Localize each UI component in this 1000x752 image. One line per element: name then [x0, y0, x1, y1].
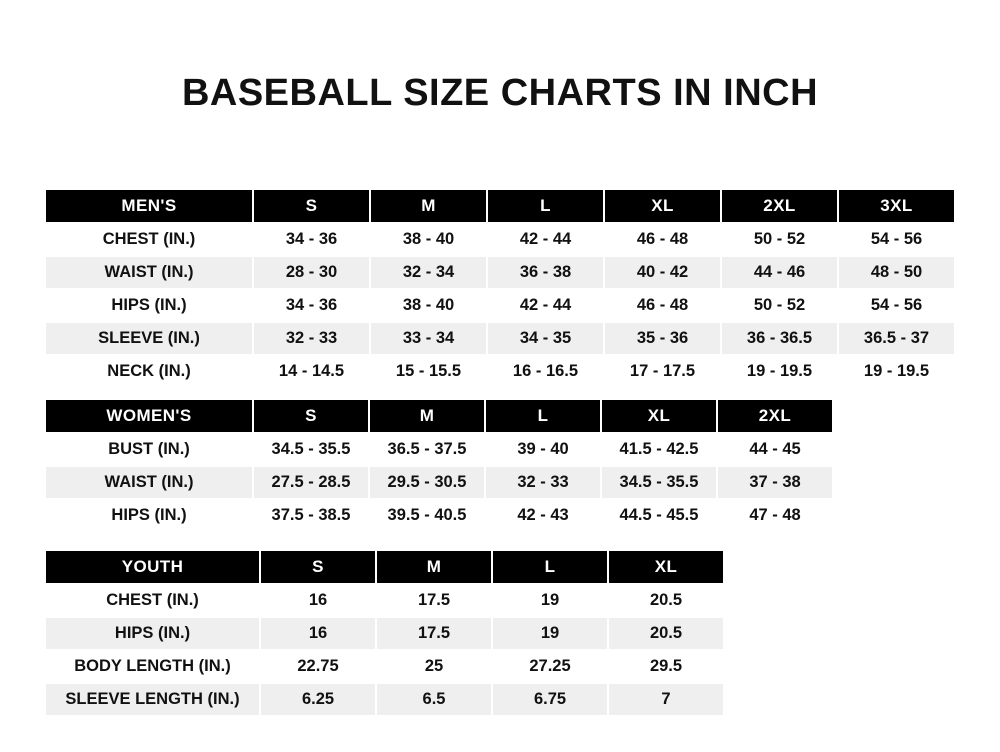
table-cell: 19 - 19.5 — [721, 355, 838, 388]
page-title: BASEBALL SIZE CHARTS IN INCH — [181, 72, 819, 114]
row-label: BUST (IN.) — [45, 433, 253, 466]
row-label: HIPS (IN.) — [45, 289, 253, 322]
table-cell: 34.5 - 35.5 — [253, 433, 369, 466]
table-cell: 36.5 - 37 — [838, 322, 955, 355]
table-cell: 50 - 52 — [721, 289, 838, 322]
table-cell: 44 - 46 — [721, 256, 838, 289]
table-cell: 27.5 - 28.5 — [253, 466, 369, 499]
table-cell: 50 - 52 — [721, 223, 838, 256]
column-header: M — [369, 399, 485, 433]
youth-table-header — [45, 550, 724, 584]
column-header: XL — [608, 550, 724, 584]
table-cell: 16 - 16.5 — [487, 355, 604, 388]
table-cell: 16 — [260, 584, 376, 617]
table-row — [45, 683, 724, 716]
column-header: M — [370, 189, 487, 223]
table-cell: 22.75 — [260, 650, 376, 683]
table-cell: 34 - 36 — [253, 289, 370, 322]
mens-size-table — [44, 188, 956, 389]
table-cell: 54 - 56 — [838, 289, 955, 322]
table-cell: 32 - 33 — [485, 466, 601, 499]
table-row — [45, 499, 833, 532]
table-cell: 16 — [260, 617, 376, 650]
column-header: L — [485, 399, 601, 433]
table-cell: 34.5 - 35.5 — [601, 466, 717, 499]
table-cell: 17 - 17.5 — [604, 355, 721, 388]
table-cell: 34 - 36 — [253, 223, 370, 256]
youth-table-body — [45, 584, 724, 716]
column-header: 3XL — [838, 189, 955, 223]
table-cell: 27.25 — [492, 650, 608, 683]
table-cell: 19 — [492, 584, 608, 617]
mens-table-body — [45, 223, 955, 388]
row-label: CHEST (IN.) — [45, 584, 260, 617]
row-label: CHEST (IN.) — [45, 223, 253, 256]
table-cell: 44 - 45 — [717, 433, 833, 466]
column-header: 2XL — [717, 399, 833, 433]
table-cell: 14 - 14.5 — [253, 355, 370, 388]
table-cell: 34 - 35 — [487, 322, 604, 355]
table-cell: 39 - 40 — [485, 433, 601, 466]
table-cell: 19 - 19.5 — [838, 355, 955, 388]
column-header: XL — [601, 399, 717, 433]
table-cell: 25 — [376, 650, 492, 683]
row-label: WAIST (IN.) — [45, 466, 253, 499]
table-row — [45, 650, 724, 683]
row-label: BODY LENGTH (IN.) — [45, 650, 260, 683]
table-row — [45, 355, 955, 388]
mens-table-header — [45, 189, 955, 223]
table-cell: 32 - 33 — [253, 322, 370, 355]
table-cell: 42 - 44 — [487, 289, 604, 322]
table-header-row — [45, 189, 955, 223]
table-row — [45, 433, 833, 466]
table-row — [45, 289, 955, 322]
column-header: XL — [604, 189, 721, 223]
table-cell: 20.5 — [608, 584, 724, 617]
table-cell: 35 - 36 — [604, 322, 721, 355]
table-row — [45, 322, 955, 355]
youth-size-table — [44, 549, 725, 717]
table-cell: 48 - 50 — [838, 256, 955, 289]
row-label: HIPS (IN.) — [45, 617, 260, 650]
table-cell: 6.75 — [492, 683, 608, 716]
table-cell: 7 — [608, 683, 724, 716]
row-label: SLEEVE (IN.) — [45, 322, 253, 355]
table-cell: 46 - 48 — [604, 223, 721, 256]
table-cell: 37 - 38 — [717, 466, 833, 499]
table-row — [45, 466, 833, 499]
column-header: MEN'S — [45, 189, 253, 223]
table-cell: 36 - 38 — [487, 256, 604, 289]
table-row — [45, 256, 955, 289]
table-cell: 33 - 34 — [370, 322, 487, 355]
table-cell: 28 - 30 — [253, 256, 370, 289]
table-cell: 29.5 — [608, 650, 724, 683]
table-cell: 42 - 44 — [487, 223, 604, 256]
row-label: WAIST (IN.) — [45, 256, 253, 289]
table-row — [45, 617, 724, 650]
table-cell: 15 - 15.5 — [370, 355, 487, 388]
table-cell: 17.5 — [376, 584, 492, 617]
table-header-row — [45, 550, 724, 584]
column-header: M — [376, 550, 492, 584]
womens-table-body — [45, 433, 833, 532]
table-cell: 36.5 - 37.5 — [369, 433, 485, 466]
table-cell: 17.5 — [376, 617, 492, 650]
table-cell: 40 - 42 — [604, 256, 721, 289]
row-label: NECK (IN.) — [45, 355, 253, 388]
column-header: S — [260, 550, 376, 584]
column-header: L — [487, 189, 604, 223]
table-cell: 41.5 - 42.5 — [601, 433, 717, 466]
column-header: S — [253, 399, 369, 433]
table-cell: 54 - 56 — [838, 223, 955, 256]
table-cell: 47 - 48 — [717, 499, 833, 532]
table-cell: 46 - 48 — [604, 289, 721, 322]
table-cell: 6.5 — [376, 683, 492, 716]
womens-table-header — [45, 399, 833, 433]
column-header: 2XL — [721, 189, 838, 223]
table-cell: 42 - 43 — [485, 499, 601, 532]
table-row — [45, 223, 955, 256]
table-cell: 38 - 40 — [370, 289, 487, 322]
table-cell: 36 - 36.5 — [721, 322, 838, 355]
row-label: HIPS (IN.) — [45, 499, 253, 532]
row-label: SLEEVE LENGTH (IN.) — [45, 683, 260, 716]
table-row — [45, 584, 724, 617]
table-cell: 37.5 - 38.5 — [253, 499, 369, 532]
table-header-row — [45, 399, 833, 433]
table-cell: 6.25 — [260, 683, 376, 716]
column-header: L — [492, 550, 608, 584]
womens-size-table — [44, 398, 834, 533]
column-header: S — [253, 189, 370, 223]
table-cell: 19 — [492, 617, 608, 650]
table-cell: 38 - 40 — [370, 223, 487, 256]
table-cell: 32 - 34 — [370, 256, 487, 289]
table-cell: 39.5 - 40.5 — [369, 499, 485, 532]
table-cell: 29.5 - 30.5 — [369, 466, 485, 499]
table-cell: 44.5 - 45.5 — [601, 499, 717, 532]
column-header: YOUTH — [45, 550, 260, 584]
column-header: WOMEN'S — [45, 399, 253, 433]
table-cell: 20.5 — [608, 617, 724, 650]
